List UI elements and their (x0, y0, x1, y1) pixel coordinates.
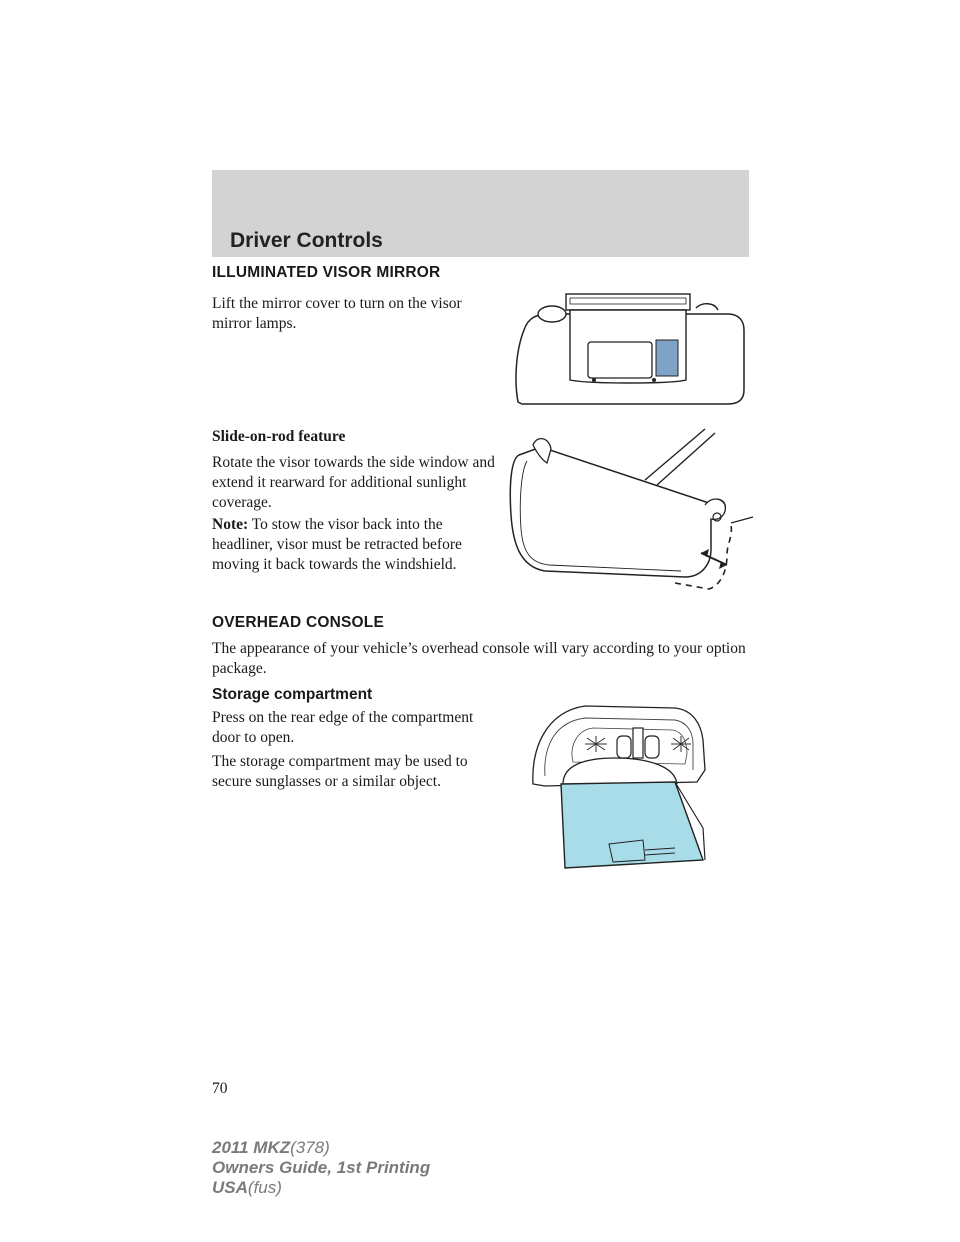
visor-mirror-illustration (510, 290, 750, 410)
storage-compartment-text-2: The storage compartment may be used to secure sunglasses or a similar object. (212, 753, 468, 790)
footer-line-2: Owners Guide, 1st Printing (212, 1158, 431, 1177)
footer-region: USA (212, 1178, 248, 1197)
note-label: Note: (212, 516, 249, 533)
footer-region-code: (fus) (247, 1178, 282, 1197)
storage-compartment-text-1: Press on the rear edge of the compartment door to open. (212, 709, 474, 746)
footer (212, 1138, 430, 1198)
note-text: To stow the visor back into the headliner, visor must be retracted before moving it back towards the windshield. (212, 516, 462, 573)
overhead-console-illustration (525, 700, 715, 880)
slide-on-rod-heading: Slide-on-rod feature (212, 428, 346, 445)
section-header-band (212, 170, 749, 257)
overhead-console-text: The appearance of your vehicle’s overhead console will vary according to your option package. (212, 640, 746, 677)
footer-line-1 (212, 1138, 430, 1158)
slide-on-rod-text: Rotate the visor towards the side window and extend it rearward for additional sunlight coverage. (212, 454, 495, 511)
footer-model: 2011 MKZ (212, 1138, 291, 1157)
storage-compartment-heading: Storage compartment (212, 686, 373, 703)
visor-mirror-heading: ILLUMINATED VISOR MIRROR (212, 264, 441, 281)
section-title: Driver Controls (230, 229, 383, 252)
page-number: 70 (212, 1080, 228, 1097)
visor-mirror-text: Lift the mirror cover to turn on the visor mirror lamps. (212, 295, 462, 332)
footer-line-3 (212, 1178, 430, 1198)
footer-model-code: (378) (290, 1138, 330, 1157)
overhead-console-heading: OVERHEAD CONSOLE (212, 614, 384, 631)
visor-slide-illustration (505, 425, 755, 595)
slide-on-rod-note (212, 515, 502, 575)
